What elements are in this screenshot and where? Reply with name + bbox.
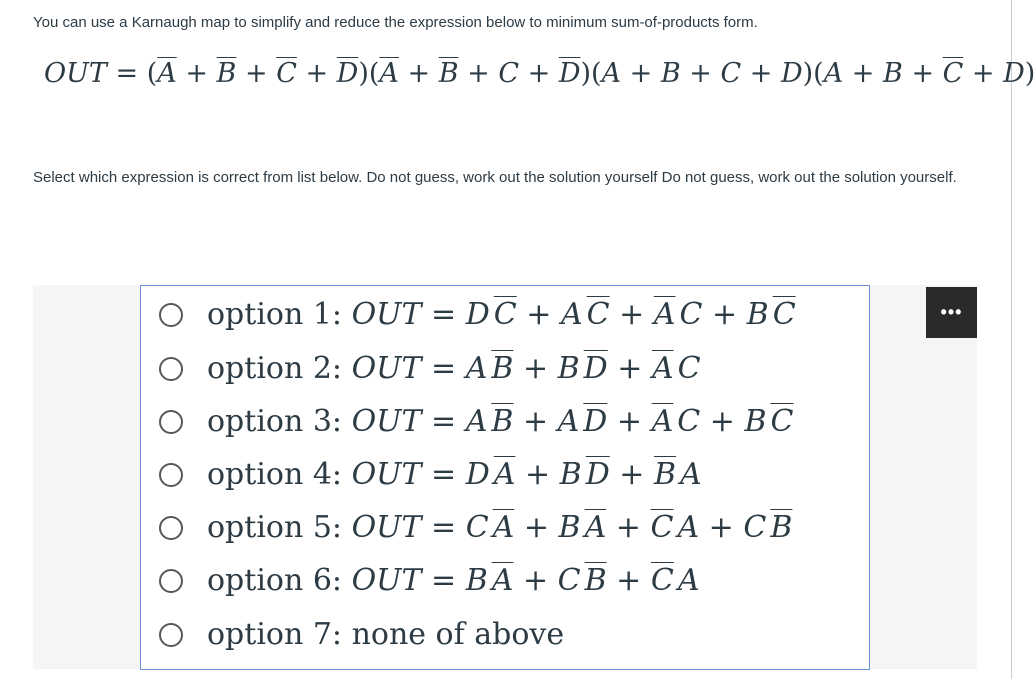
term: $\overline{C}$ bbox=[276, 58, 297, 89]
factor-4: $(A + B + \overline{C} + D)$ bbox=[813, 58, 1035, 89]
term: D bbox=[780, 58, 803, 89]
option-7-label: option 7: none of above bbox=[207, 617, 565, 652]
term: A bbox=[823, 58, 844, 89]
option-7-radio[interactable] bbox=[159, 623, 183, 647]
option-5-radio[interactable] bbox=[159, 516, 183, 540]
term: C bbox=[720, 58, 742, 89]
option-4[interactable] bbox=[159, 448, 859, 502]
option-2-radio[interactable] bbox=[159, 357, 183, 381]
term: $\overline{D}$ bbox=[336, 58, 359, 89]
term: $\overline{B}$ bbox=[216, 58, 237, 89]
eq-lhs: OUT bbox=[44, 58, 107, 89]
term: $\overline{A}$ bbox=[379, 58, 399, 89]
term: $\overline{A}$ bbox=[157, 58, 177, 89]
option-3-label: option 3: OUT = A $\overline{B} + A$ $\overline{D} + \overline{A}$ C + B $\overline{C}$ bbox=[207, 404, 794, 439]
term: A bbox=[601, 58, 622, 89]
option-2-label: option 2: OUT = A $\overline{B} + B$ $\overline{D} + \overline{A}$ C bbox=[207, 351, 701, 386]
answer-options-box bbox=[140, 285, 870, 670]
option-5[interactable] bbox=[159, 501, 859, 555]
option-5-label: option 5: OUT = C $\overline{A} + B$ $\overline{A} + \overline{C}$ A + C $\overline{B}$ bbox=[207, 510, 793, 545]
option-7[interactable] bbox=[159, 608, 859, 662]
option-1-radio[interactable] bbox=[159, 303, 183, 327]
term: $\overline{B}$ bbox=[438, 58, 459, 89]
page-right-border bbox=[1011, 0, 1012, 679]
factor-2: $(\overline{A} + \overline{B} + C + \overline{D})$ bbox=[368, 58, 592, 89]
term: D bbox=[1003, 58, 1025, 89]
question-intro: You can use a Karnaugh map to simplify and reduce the expression below to minimum sum-of-products form. bbox=[33, 14, 758, 31]
term: $\overline{C}$ bbox=[942, 58, 964, 89]
option-6-radio[interactable] bbox=[159, 569, 183, 593]
option-3-radio[interactable] bbox=[159, 410, 183, 434]
term: C bbox=[498, 58, 520, 89]
more-options-button[interactable]: ••• bbox=[926, 287, 977, 338]
eq-equals: = bbox=[106, 58, 147, 89]
option-6[interactable] bbox=[159, 554, 859, 608]
option-4-radio[interactable] bbox=[159, 463, 183, 487]
question-instruction: Select which expression is correct from list below. Do not guess, work out the solution yourself Do not guess, work out the solution yourself. bbox=[33, 169, 957, 186]
option-6-label: option 6: OUT = B $\overline{A} + C$ $\overline{B} + \overline{C}$ A bbox=[207, 563, 700, 598]
boolean-expression bbox=[44, 57, 1035, 91]
option-4-label: option 4: OUT = D $\overline{A} + B$ $\overline{D} + \overline{B}$ A bbox=[207, 457, 702, 492]
factor-3: (A + B + C + D) bbox=[591, 58, 814, 89]
option-2[interactable] bbox=[159, 342, 859, 396]
option-1[interactable] bbox=[159, 288, 859, 342]
term: $\overline{D}$ bbox=[558, 58, 581, 89]
term: B bbox=[660, 58, 681, 89]
term: B bbox=[883, 58, 903, 89]
factor-1: $(\overline{A} + \overline{B} + \overline{C} + \overline{D})$ bbox=[146, 58, 369, 89]
option-3[interactable] bbox=[159, 395, 859, 449]
option-1-label: option 1: OUT = D $\overline{C} + A$ $\overline{C} + \overline{A}$ C + B $\overline{C}$ bbox=[207, 297, 796, 332]
